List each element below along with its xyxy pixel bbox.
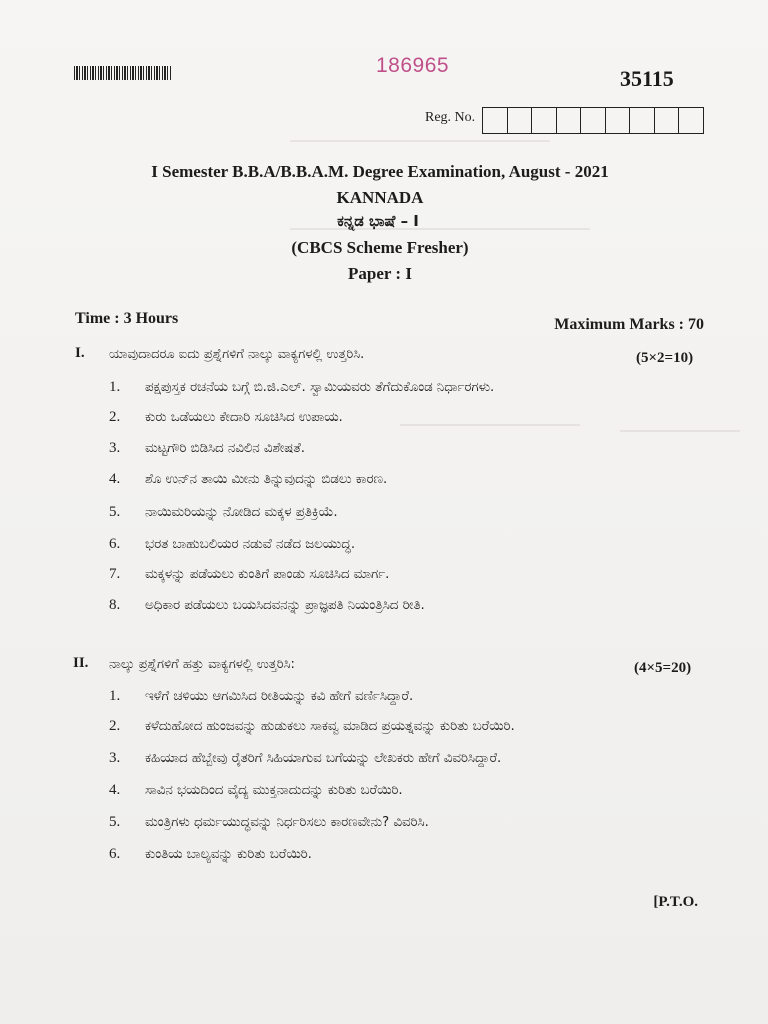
question-item (109, 814, 429, 831)
serial-number: 186965 (376, 54, 450, 77)
question-number: 1. (109, 379, 121, 395)
reg-no-digit-box[interactable] (581, 108, 606, 133)
question-number: 4. (109, 782, 121, 798)
question-text: ಕುರು ಒಡೆಯಲು ಕೇದಾರಿ ಸೂಚಿಸಿದ ಉಪಾಯ. (145, 410, 343, 425)
maximum-marks: Maximum Marks : 70 (554, 316, 704, 333)
question-number: 2. (109, 409, 121, 425)
reg-no-digit-box[interactable] (508, 108, 533, 133)
bleed-mark (290, 140, 550, 142)
please-turn-over: [P.T.O. (653, 894, 698, 910)
barcode (74, 66, 172, 80)
question-text: ಶೊ ಉನ್‌ನ ತಾಯಿ ಮೀನು ತಿನ್ನುವುದನ್ನು ಬಿಡಲು ಕಾರಣ. (145, 472, 388, 487)
question-number: 2. (109, 718, 121, 734)
question-text: ಅಧಿಕಾರ ಪಡೆಯಲು ಬಯಸಿದವನನ್ನು ಪ್ರಾಜ್ಞಪತಿ ನಿಯಂತ್ರಿಸಿದ ರೀತಿ. (145, 598, 425, 613)
question-number: 6. (109, 536, 121, 552)
bleed-mark (620, 430, 740, 432)
question-item (109, 379, 494, 396)
question-number: 3. (109, 750, 121, 766)
exam-title: I Semester B.B.A/B.B.A.M. Degree Examination, August - 2021 (151, 162, 609, 181)
question-text: ಕಳೆದುಹೋದ ಹುಂಜವನ್ನು ಹುಡುಕಲು ಸಾಕವ್ವ ಮಾಡಿದ ಪ್ರಯತ್ನವನ್ನು ಕುರಿತು ಬರೆಯಿರಿ. (145, 719, 515, 734)
question-item (109, 846, 312, 863)
question-item (109, 504, 338, 521)
section-1-instruction: ಯಾವುದಾದರೂ ಐದು ಪ್ರಶ್ನೆಗಳಿಗೆ ನಾಲ್ಕು ವಾಕ್ಯಗಳಲ್ಲಿ ಉತ್ತರಿಸಿ. (109, 347, 365, 362)
question-item (109, 688, 413, 705)
subject-title: KANNADA (336, 188, 424, 207)
question-number: 6. (109, 846, 121, 862)
question-number: 4. (109, 471, 121, 487)
reg-no-digit-box[interactable] (483, 108, 508, 133)
reg-no-digit-box[interactable] (630, 108, 655, 133)
reg-no-label: Reg. No. (425, 110, 476, 125)
question-text: ಕಹಿಯಾದ ಹೆಬ್ಬೇವು ರೈತರಿಗೆ ಸಿಹಿಯಾಗುವ ಬಗೆಯನ್ನು ಲೇಖಕರು ಹೇಗೆ ವಿವರಿಸಿದ್ದಾರೆ. (145, 751, 502, 766)
reg-no-digit-box[interactable] (557, 108, 582, 133)
bleed-mark (400, 424, 580, 426)
section-1-number: I. (75, 345, 85, 361)
question-text: ಭರತ ಬಾಹುಬಲಿಯರ ನಡುವೆ ನಡೆದ ಜಲಯುದ್ಧ. (145, 537, 356, 552)
question-item (109, 750, 501, 767)
question-text: ಸಾವಿನ ಭಯದಿಂದ ವೈದ್ಯ ಮುಕ್ತನಾದುದನ್ನು ಕುರಿತು ಬರೆಯಿರಿ. (145, 783, 403, 798)
question-item (109, 536, 355, 553)
question-text: ಇಳೆಗೆ ಚಳಿಯು ಆಗಮಿಸಿದ ರೀತಿಯನ್ನು ಕವಿ ಹೇಗೆ ವರ್ಣಿಸಿದ್ದಾರೆ. (145, 689, 414, 704)
question-number: 7. (109, 566, 121, 582)
reg-no-digit-box[interactable] (655, 108, 680, 133)
question-text: ಮಕ್ಕಳನ್ನು ಪಡೆಯಲು ಕುಂತಿಗೆ ಪಾಂಡು ಸೂಚಿಸಿದ ಮಾರ್ಗ. (145, 567, 390, 582)
question-item (109, 409, 343, 426)
question-number: 5. (109, 504, 121, 520)
question-text: ನಾಯಿಮರಿಯನ್ನು ನೋಡಿದ ಮಕ್ಕಳ ಪ್ರತಿಕ್ರಿಯೆ. (145, 505, 338, 520)
subject-title-kannada: ಕನ್ನಡ ಭಾಷೆ – I (337, 212, 419, 230)
question-item (109, 440, 305, 457)
question-item (109, 471, 387, 488)
section-1-marks: (5×2=10) (636, 350, 694, 366)
question-text: ಮಟ್ಟಗೌರಿ ಬಿಡಿಸಿದ ನವಿಲಿನ ವಿಶೇಷತೆ. (145, 441, 305, 456)
question-number: 8. (109, 597, 121, 613)
reg-no-boxes[interactable] (482, 107, 704, 134)
question-item (109, 566, 389, 583)
section-2-marks: (4×5=20) (634, 660, 692, 676)
reg-no-digit-box[interactable] (532, 108, 557, 133)
question-text: ಕುಂತಿಯ ಬಾಲ್ಯವನ್ನು ಕುರಿತು ಬರೆಯಿರಿ. (145, 847, 312, 862)
paper-code: 35115 (620, 66, 674, 91)
question-number: 1. (109, 688, 121, 704)
question-item (109, 597, 425, 614)
question-text: ಮಂತ್ರಿಗಳು ಧರ್ಮಯುದ್ಧವನ್ನು ನಿರ್ಧರಿಸಲು ಕಾರಣವೇನು? ವಿವರಿಸಿ. (145, 815, 429, 830)
question-text: ಪಕ್ಷಪುಸ್ತಕ ರಚನೆಯ ಬಗ್ಗೆ ಬಿ.ಜಿ.ಎಲ್. ಸ್ವಾಮಿಯವರು ತೆಗೆದುಕೊಂಡ ನಿರ್ಧಾರಗಳು. (145, 380, 495, 395)
section-2-number: II. (73, 655, 89, 671)
question-item (109, 782, 403, 799)
question-item (109, 718, 515, 735)
reg-no-digit-box[interactable] (606, 108, 631, 133)
question-number: 5. (109, 814, 121, 830)
section-2-instruction: ನಾಲ್ಕು ಪ್ರಶ್ನೆಗಳಿಗೆ ಹತ್ತು ವಾಕ್ಯಗಳಲ್ಲಿ ಉತ್ತರಿಸಿ: (109, 657, 295, 672)
scheme-title: (CBCS Scheme Fresher) (291, 238, 469, 257)
time-allowed: Time : 3 Hours (75, 310, 179, 327)
reg-no-digit-box[interactable] (679, 108, 703, 133)
paper-title: Paper : I (348, 264, 412, 283)
question-number: 3. (109, 440, 121, 456)
